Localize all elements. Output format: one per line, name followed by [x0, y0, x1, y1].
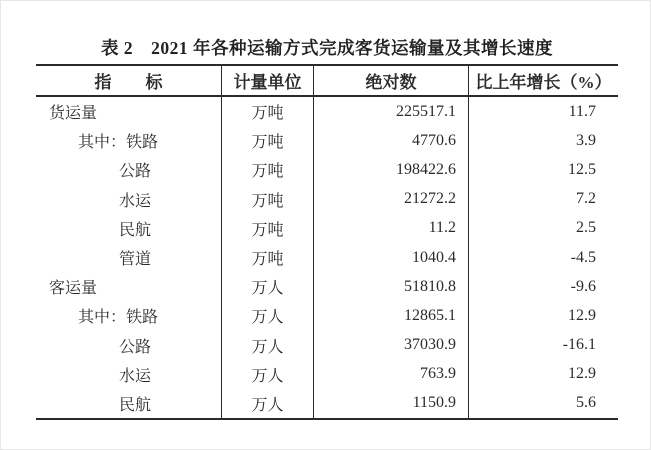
indicator-cell: 客运量 [49, 280, 98, 298]
value-cell: 225517.1 [313, 97, 468, 126]
unit-cell: 万吨 [221, 126, 313, 155]
col-header-growth: 比上年增长（%） [468, 66, 618, 95]
growth-cell: -9.6 [468, 272, 618, 301]
growth-cell: 12.9 [468, 301, 618, 330]
table-row [36, 243, 618, 272]
unit-cell: 万人 [221, 301, 313, 330]
table-row [36, 126, 618, 155]
growth-cell: 7.2 [468, 185, 618, 214]
value-cell: 11.2 [313, 214, 468, 243]
table-row [36, 301, 618, 330]
value-cell: 198422.6 [313, 155, 468, 184]
unit-cell: 万吨 [221, 243, 313, 272]
table-row [36, 360, 618, 389]
growth-cell: 3.9 [468, 126, 618, 155]
indicator-cell: 其中：铁路 [78, 134, 159, 152]
growth-cell: -4.5 [468, 243, 618, 272]
indicator-cell: 民航 [119, 221, 152, 239]
unit-cell: 万吨 [221, 185, 313, 214]
unit-cell: 万人 [221, 360, 313, 389]
table-row [36, 97, 618, 126]
table-row [36, 214, 618, 243]
indicator-cell: 公路 [119, 163, 152, 181]
table-row [36, 272, 618, 301]
growth-cell: 2.5 [468, 214, 618, 243]
value-cell: 4770.6 [313, 126, 468, 155]
growth-cell: 11.7 [468, 97, 618, 126]
growth-cell: 5.6 [468, 389, 618, 418]
growth-cell: -16.1 [468, 331, 618, 360]
unit-cell: 万人 [221, 272, 313, 301]
table-body [36, 97, 618, 418]
table-row [36, 185, 618, 214]
col-header-indicator: 指 标 [94, 73, 163, 92]
value-cell: 37030.9 [313, 331, 468, 360]
table-row [36, 389, 618, 418]
indicator-cell: 水运 [119, 192, 152, 210]
value-cell: 12865.1 [313, 301, 468, 330]
table-header-row [36, 66, 618, 97]
indicator-cell: 水运 [119, 367, 152, 385]
unit-cell: 万吨 [221, 214, 313, 243]
unit-cell: 万吨 [221, 97, 313, 126]
table-row [36, 331, 618, 360]
indicator-cell: 其中：铁路 [78, 309, 159, 327]
col-header-unit: 计量单位 [221, 66, 313, 95]
value-cell: 1040.4 [313, 243, 468, 272]
unit-cell: 万人 [221, 389, 313, 418]
indicator-cell: 管道 [119, 251, 152, 269]
unit-cell: 万人 [221, 331, 313, 360]
table-row [36, 155, 618, 184]
growth-cell: 12.5 [468, 155, 618, 184]
growth-cell: 12.9 [468, 360, 618, 389]
value-cell: 1150.9 [313, 389, 468, 418]
indicator-cell: 公路 [119, 338, 152, 356]
value-cell: 21272.2 [313, 185, 468, 214]
transport-stats-table [36, 64, 618, 420]
indicator-cell: 民航 [119, 396, 152, 414]
indicator-cell: 货运量 [49, 105, 98, 123]
unit-cell: 万吨 [221, 155, 313, 184]
col-header-absolute: 绝对数 [313, 66, 468, 95]
value-cell: 51810.8 [313, 272, 468, 301]
table-title: 表 2 2021 年各种运输方式完成客货运输量及其增长速度 [101, 38, 553, 58]
value-cell: 763.9 [313, 360, 468, 389]
